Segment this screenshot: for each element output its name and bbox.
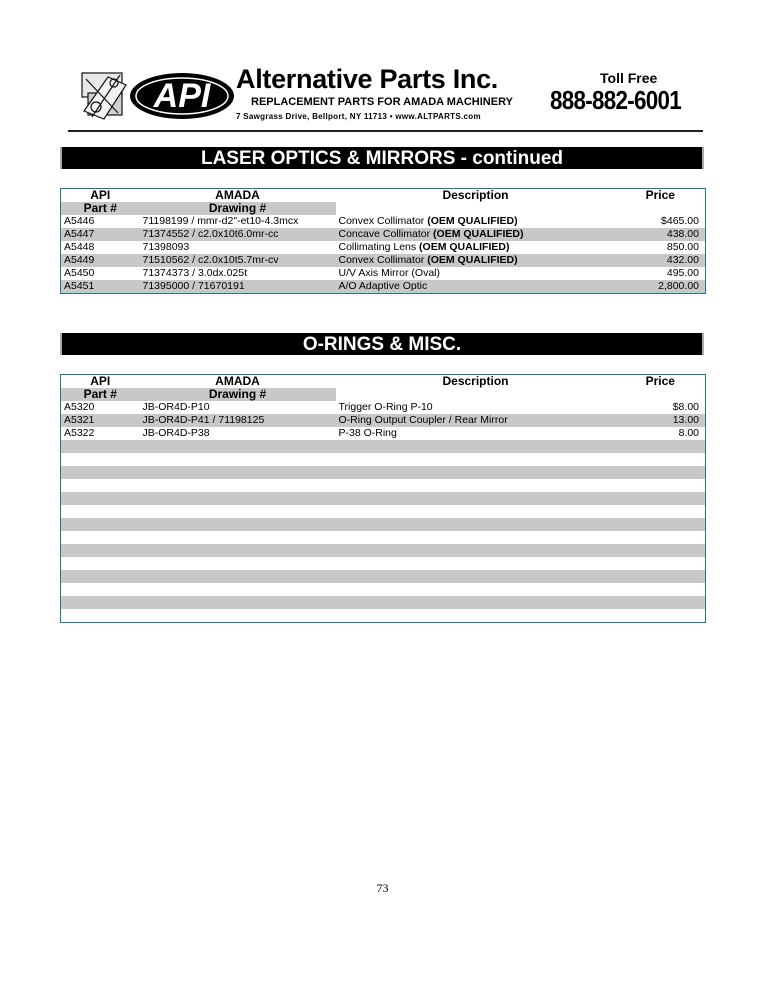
- table-row: [61, 492, 706, 505]
- cell-drawing-number: [140, 557, 336, 570]
- cell-description: [336, 583, 616, 596]
- col-header-amada: AMADA: [215, 374, 260, 388]
- cell-price: [616, 518, 706, 531]
- cell-price: [616, 570, 706, 583]
- cell-price: 8.00: [678, 427, 699, 439]
- cell-drawing-number: [140, 518, 336, 531]
- cell-drawing-number: [140, 479, 336, 492]
- cell-drawing-number: [140, 544, 336, 557]
- description-text: P-38 O-Ring: [338, 427, 397, 439]
- cell-price: 432.00: [616, 254, 706, 267]
- cell-description: [336, 440, 616, 453]
- cell-price: [616, 609, 706, 623]
- table-row: [61, 531, 706, 544]
- cell-price: [616, 505, 706, 518]
- cell-description: [336, 215, 616, 228]
- table-row: [61, 440, 706, 453]
- table-row: [61, 453, 706, 466]
- table-row: [61, 401, 706, 414]
- cell-drawing-number: [140, 531, 336, 544]
- oem-qualified-label: (OEM QUALIFIED): [427, 215, 518, 227]
- description-text: Collimating Lens: [338, 241, 420, 253]
- col-subheader-part: Part #: [61, 202, 140, 215]
- toll-free-label: Toll Free: [600, 70, 658, 86]
- table-row: [61, 557, 706, 570]
- table-row: [61, 267, 706, 280]
- cell-description: [336, 267, 616, 280]
- company-address: 7 Sawgrass Drive, Bellport, NY 11713 • www.ALTPARTS.com: [236, 112, 481, 121]
- cell-price: $8.00: [672, 401, 699, 413]
- description-text: O-Ring Output Coupler / Rear Mirror: [338, 414, 508, 426]
- api-logo-icon: [78, 63, 236, 125]
- table-row: [61, 280, 706, 294]
- cell-description: [336, 479, 616, 492]
- table-row: [61, 241, 706, 254]
- col-header-price: Price: [645, 188, 675, 202]
- table-body-laser-optics: [61, 215, 706, 294]
- cell-price: 495.00: [666, 267, 699, 279]
- price-table-o-rings: [60, 374, 706, 623]
- col-header-api: API: [90, 374, 111, 388]
- cell-description: [336, 453, 616, 466]
- cell-drawing-number: [140, 596, 336, 609]
- table-row: [61, 518, 706, 531]
- cell-part-number: A5322: [64, 427, 95, 439]
- page-number: 73: [376, 881, 389, 895]
- cell-description: [336, 427, 616, 440]
- table-row: [61, 427, 706, 440]
- cell-price: [616, 466, 706, 479]
- cell-drawing-number: [140, 505, 336, 518]
- cell-drawing-number: 71510562 / c2.0x10t5.7mr-cv: [140, 254, 336, 267]
- company-tagline: REPLACEMENT PARTS FOR AMADA MACHINERY: [251, 96, 513, 108]
- cell-description: [336, 544, 616, 557]
- cell-part-number: [61, 505, 140, 518]
- oem-qualified-label: (OEM QUALIFIED): [419, 241, 510, 253]
- cell-description: [336, 531, 616, 544]
- description-text: Trigger O-Ring P-10: [338, 401, 433, 413]
- table-row: [61, 479, 706, 492]
- cell-price: [616, 531, 706, 544]
- table-row: [61, 596, 706, 609]
- col-header-description: Description: [442, 374, 509, 388]
- cell-part-number: [61, 583, 140, 596]
- cell-price: [616, 544, 706, 557]
- cell-drawing-number: [140, 440, 336, 453]
- cell-description: [336, 557, 616, 570]
- table-body-o-rings: [61, 401, 706, 623]
- cell-drawing-number: 71395000 / 71670191: [140, 280, 336, 294]
- cell-price: 2,800.00: [616, 280, 706, 294]
- oem-qualified-label: (OEM QUALIFIED): [427, 254, 518, 266]
- table-row: [61, 466, 706, 479]
- cell-drawing-number: [140, 453, 336, 466]
- cell-drawing-number: JB-OR4D-P38: [142, 427, 210, 439]
- col-header-price: Price: [645, 374, 675, 388]
- cell-description: [336, 241, 616, 254]
- cell-price: [616, 583, 706, 596]
- cell-part-number: [61, 544, 140, 557]
- toll-free-number: 888-882-6001: [550, 85, 682, 115]
- cell-drawing-number: [140, 583, 336, 596]
- cell-price: [616, 557, 706, 570]
- cell-part-number: [61, 492, 140, 505]
- cell-part-number: [61, 453, 140, 466]
- cell-description: [336, 492, 616, 505]
- col-header-api: API: [90, 188, 111, 202]
- cell-drawing-number: 71374552 / c2.0x10t6.0mr-cc: [140, 228, 336, 241]
- cell-part-number: [61, 557, 140, 570]
- cell-part-number: A5449: [61, 254, 140, 267]
- cell-price: [616, 596, 706, 609]
- cell-description: [336, 228, 616, 241]
- description-text: Convex Collimator: [338, 254, 428, 266]
- cell-part-number: [61, 479, 140, 492]
- cell-description: [336, 609, 616, 623]
- section-banner-laser-optics: LASER OPTICS & MIRRORS - continued: [60, 147, 704, 169]
- cell-drawing-number: JB-OR4D-P41 / 71198125: [140, 414, 336, 427]
- cell-description: [336, 254, 616, 267]
- cell-description: [336, 466, 616, 479]
- letterhead: [68, 60, 703, 132]
- cell-part-number: A5450: [64, 267, 95, 279]
- cell-price: [616, 453, 706, 466]
- cell-price: 850.00: [666, 241, 699, 253]
- table-row: [61, 254, 706, 267]
- cell-drawing-number: 71198199 / mmr-d2"-et10-4.3mcx: [142, 215, 299, 227]
- cell-part-number: [61, 609, 140, 623]
- cell-description: [336, 414, 616, 427]
- table-row: [61, 228, 706, 241]
- table-row: [61, 570, 706, 583]
- price-table-laser-optics: [60, 188, 706, 294]
- cell-price: [616, 479, 706, 492]
- description-text: A/O Adaptive Optic: [338, 280, 428, 292]
- col-subheader-drawing: Drawing #: [140, 388, 336, 401]
- description-text: Concave Collimator: [338, 228, 434, 240]
- cell-part-number: [61, 440, 140, 453]
- cell-price: [616, 492, 706, 505]
- table-row: [61, 414, 706, 427]
- table-row: [61, 505, 706, 518]
- cell-description: [336, 401, 616, 414]
- company-name: Alternative Parts Inc.: [236, 64, 499, 94]
- cell-part-number: A5321: [61, 414, 140, 427]
- cell-part-number: A5320: [64, 401, 95, 413]
- api-logo-text: API: [153, 77, 211, 115]
- col-subheader-drawing: Drawing #: [140, 202, 336, 215]
- cell-part-number: [61, 466, 140, 479]
- cell-part-number: [61, 518, 140, 531]
- cell-drawing-number: JB-OR4D-P10: [142, 401, 210, 413]
- cell-drawing-number: 71374373 / 3.0dx.025t: [142, 267, 248, 279]
- col-header-description: Description: [442, 188, 509, 202]
- cell-drawing-number: [140, 570, 336, 583]
- table-row: [61, 215, 706, 228]
- description-text: U/V Axis Mirror (Oval): [338, 267, 441, 279]
- cell-part-number: [61, 570, 140, 583]
- cell-part-number: A5446: [64, 215, 95, 227]
- cell-part-number: [61, 596, 140, 609]
- cell-drawing-number: [140, 609, 336, 623]
- cell-price: $465.00: [661, 215, 699, 227]
- cell-drawing-number: 71398093: [142, 241, 190, 253]
- header-divider: [68, 130, 703, 132]
- cell-description: [336, 570, 616, 583]
- cell-part-number: [61, 531, 140, 544]
- description-text: Convex Collimator: [338, 215, 428, 227]
- cell-description: [336, 596, 616, 609]
- table-row: [61, 609, 706, 623]
- cell-part-number: A5447: [61, 228, 140, 241]
- section-banner-o-rings: O-RINGS & MISC.: [60, 333, 704, 355]
- col-subheader-part: Part #: [61, 388, 140, 401]
- cell-price: [616, 440, 706, 453]
- cell-part-number: A5451: [61, 280, 140, 294]
- cell-drawing-number: [140, 492, 336, 505]
- cell-part-number: A5448: [64, 241, 95, 253]
- col-header-amada: AMADA: [215, 188, 260, 202]
- table-row: [61, 544, 706, 557]
- table-row: [61, 583, 706, 596]
- cell-description: [336, 280, 616, 294]
- oem-qualified-label: (OEM QUALIFIED): [433, 228, 524, 240]
- cell-price: 13.00: [616, 414, 706, 427]
- cell-description: [336, 505, 616, 518]
- cell-price: 438.00: [616, 228, 706, 241]
- cell-drawing-number: [140, 466, 336, 479]
- cell-description: [336, 518, 616, 531]
